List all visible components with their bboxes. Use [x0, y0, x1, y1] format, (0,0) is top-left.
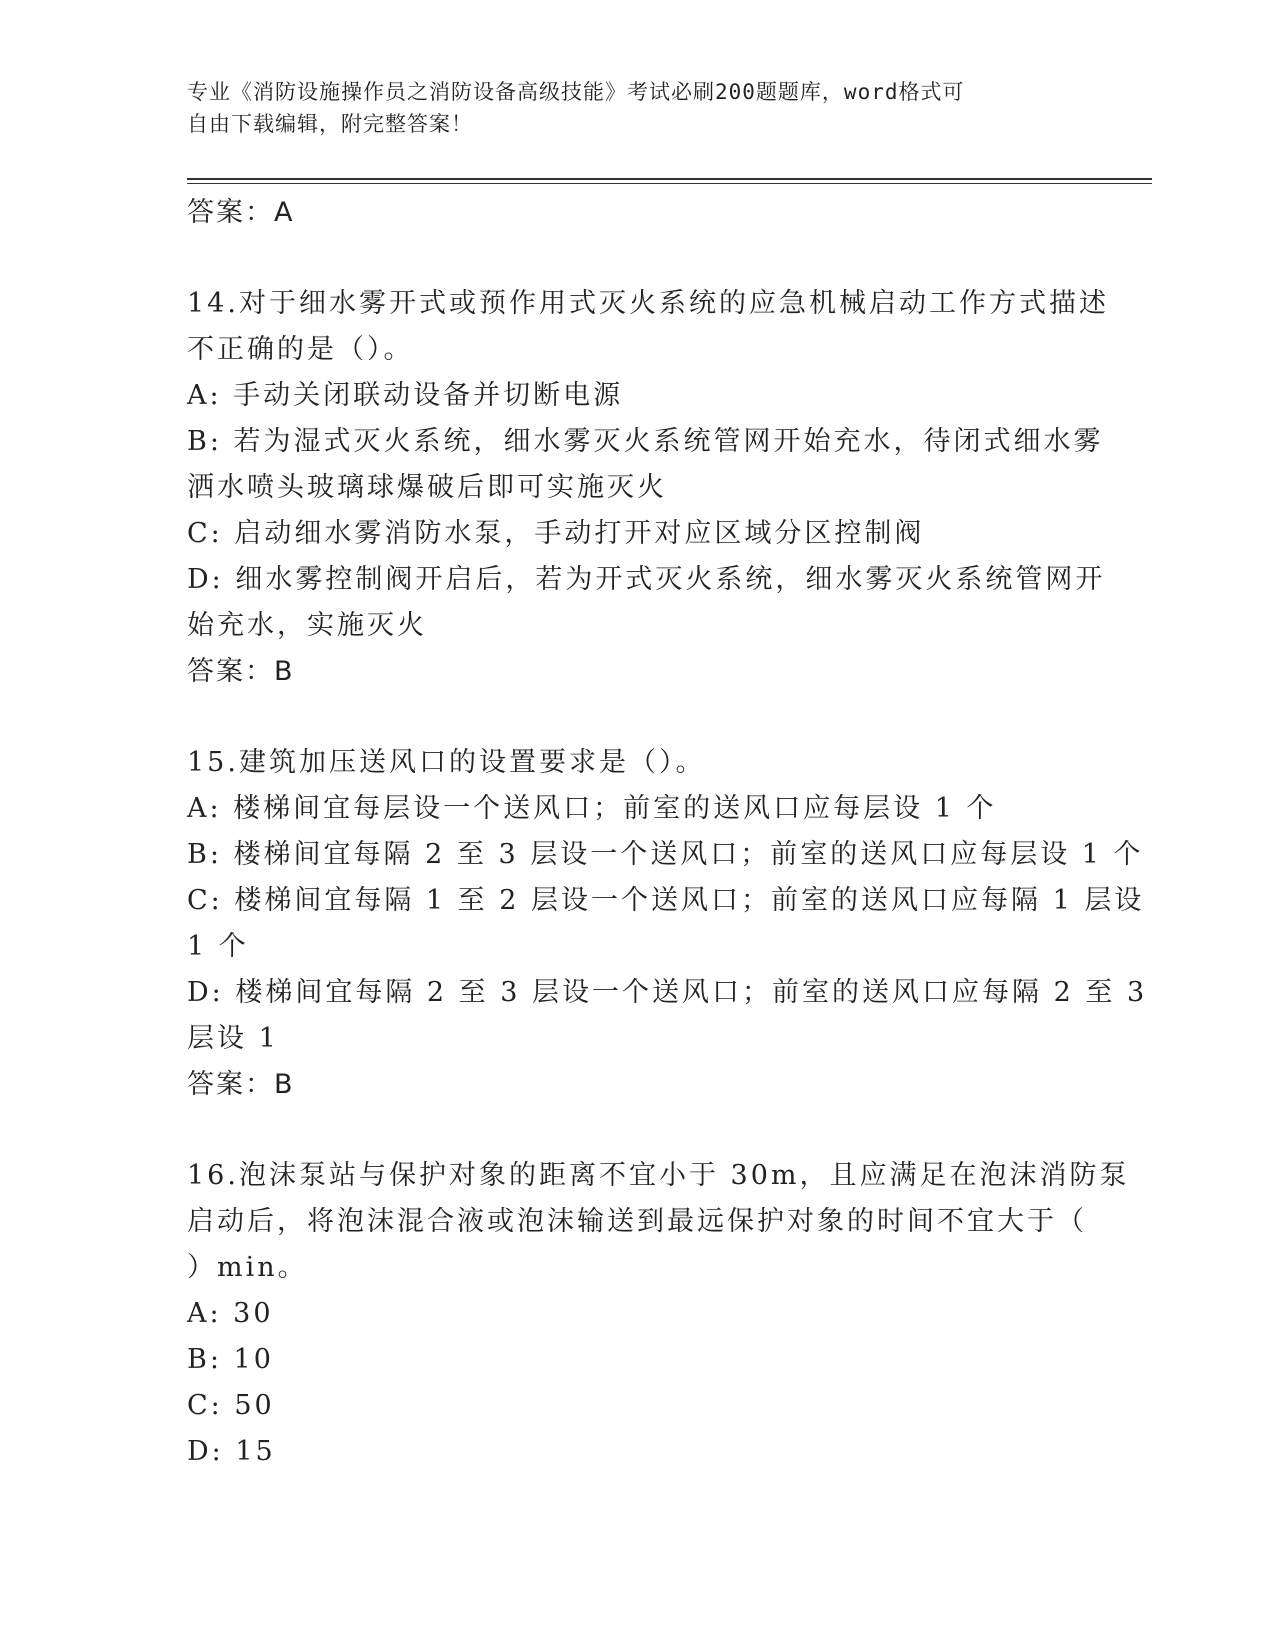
option-b: B: 10 [187, 1344, 274, 1375]
option-c: C: 50 [187, 1390, 275, 1421]
question-stem-line: 16.泡沫泵站与保护对象的距离不宜小于 30m，且应满足在泡沫消防泵 [187, 1160, 1130, 1191]
spacer [187, 1108, 1067, 1153]
question-stem-line: 15.建筑加压送风口的设置要求是（）。 [187, 747, 706, 778]
question-stem-line: 14.对于细水雾开式或预作用式灭火系统的应急机械启动工作方式描述 [187, 288, 1109, 319]
option-c: C: 启动细水雾消防水泵，手动打开对应区域分区控制阀 [187, 518, 925, 549]
option-c: C: 楼梯间宜每隔 1 至 2 层设一个送风口；前室的送风口应每隔 1 层设 [187, 885, 1145, 916]
spacer [187, 236, 1067, 281]
question-answer: 答案：B [187, 656, 295, 687]
header-line-1: 专业《消防设施操作员之消防设备高级技能》考试必刷200题题库，word格式可 [187, 80, 965, 104]
question-stem-line: ）min。 [187, 1252, 308, 1283]
question-16 [187, 1153, 1130, 1475]
option-a: A: 楼梯间宜每层设一个送风口；前室的送风口应每层设 1 个 [187, 793, 997, 824]
option-d-continued: 始充水，实施灭火 [187, 610, 427, 641]
option-b: B: 若为湿式灭火系统，细水雾灭火系统管网开始充水，待闭式细水雾 [187, 426, 1104, 457]
question-answer: 答案：B [187, 1069, 295, 1100]
option-b-continued: 洒水喷头玻璃球爆破后即可实施灭火 [187, 472, 667, 503]
question-15 [187, 740, 1148, 1108]
option-a: A: 手动关闭联动设备并切断电源 [187, 380, 624, 411]
option-d-continued: 层设 1 [187, 1023, 279, 1054]
option-d: D: 细水雾控制阀开启后，若为开式灭火系统，细水雾灭火系统管网开 [187, 564, 1106, 595]
header-line-2: 自由下载编辑，附完整答案！ [187, 112, 473, 136]
spacer [187, 695, 1067, 740]
option-d: D: 15 [187, 1436, 276, 1467]
previous-answer: 答案：A [187, 197, 295, 228]
question-14 [187, 281, 1109, 695]
option-c-continued: 1 个 [187, 931, 249, 962]
option-b: B: 楼梯间宜每隔 2 至 3 层设一个送风口；前室的送风口应每层设 1 个 [187, 839, 1144, 870]
question-stem-line: 启动后，将泡沫混合液或泡沫输送到最远保护对象的时间不宜大于（ [187, 1206, 1087, 1237]
question-content [187, 190, 1148, 1475]
document-header [187, 76, 1077, 140]
option-a: A: 30 [187, 1298, 274, 1329]
option-d: D: 楼梯间宜每隔 2 至 3 层设一个送风口；前室的送风口应每隔 2 至 3 [187, 977, 1148, 1008]
header-divider-thick [187, 178, 1152, 180]
header-divider-thin [187, 183, 1152, 184]
question-stem-line: 不正确的是（）。 [187, 334, 414, 365]
